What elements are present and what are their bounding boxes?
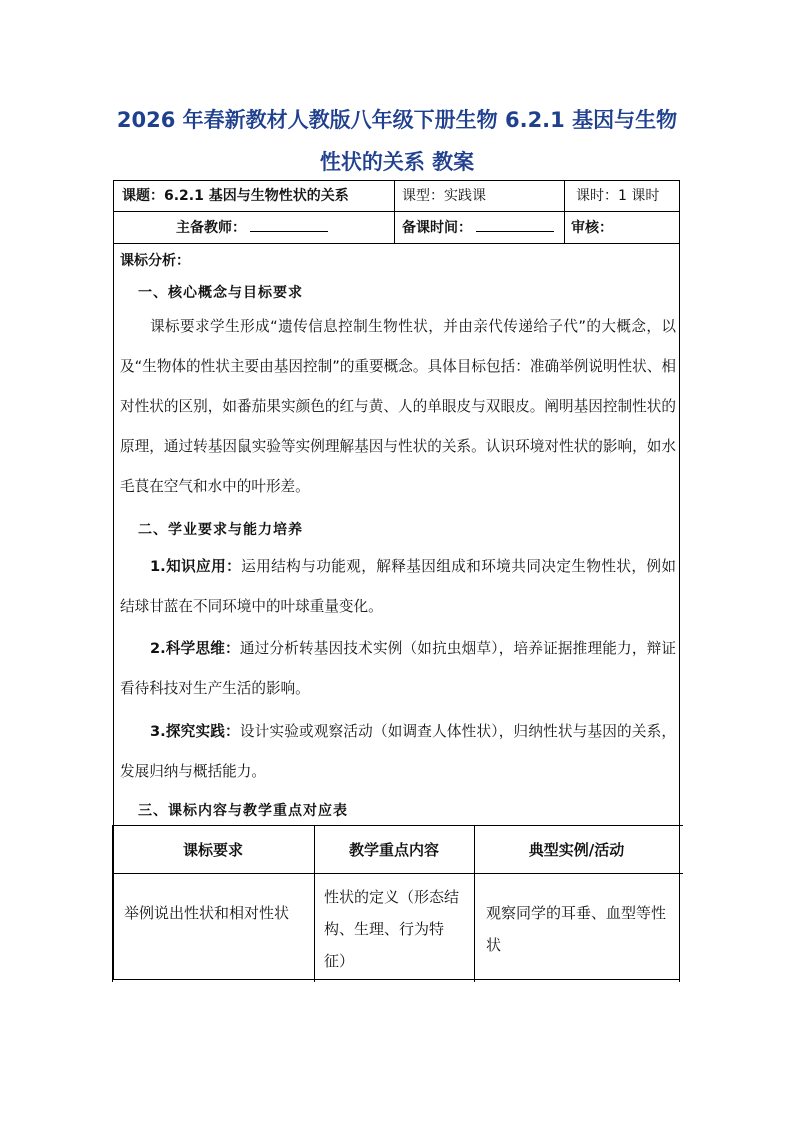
row-divider bbox=[114, 243, 679, 244]
item-1-text: 运用结构与功能观，解释基因组成和环境共同决定生物性状，例如结球甘蓝在不同环境中的叶球重量变化。 bbox=[120, 558, 676, 615]
document-title-line-1: 2026 年春新教材人教版八年级下册生物 6.2.1 基因与生物 bbox=[116, 108, 678, 132]
section-2-item-1 bbox=[120, 547, 676, 627]
prep-time-label: 备课时间： bbox=[402, 220, 472, 236]
section-1-paragraph: 课标要求学生形成“遗传信息控制生物性状，并由亲代传递给子代”的大概念，以及“生物体的性状主要由基因控制”的重要概念。具体目标包括：准确举例说明性状、相对性状的区别，如番茄果实颜色的红与黄、人的单眼皮与双眼皮。阐明基因控制性状的原理，通过转基因鼠实验等实例理解基因与性状的关系。认识环境对性状的影响，如水毛茛在空气和水中的叶形差。 bbox=[120, 318, 676, 495]
review-cell: 审核： bbox=[571, 220, 613, 236]
table-cell: 观察同学的耳垂、血型等性状 bbox=[486, 904, 667, 954]
table-cell: 举例说出性状和相对性状 bbox=[124, 904, 290, 922]
lesson-type-cell: 课型：实践课 bbox=[402, 188, 486, 204]
main-teacher-cell bbox=[176, 219, 328, 237]
item-3-lead: 3.探究实践： bbox=[150, 723, 240, 740]
inner-header-divider bbox=[112, 873, 683, 874]
section-1-heading: 一、核心概念与目标要求 bbox=[138, 285, 303, 301]
section-3-heading: 三、课标内容与教学重点对应表 bbox=[138, 803, 348, 819]
analysis-label: 课标分析： bbox=[120, 253, 190, 269]
item-1-lead: 1.知识应用： bbox=[150, 558, 242, 575]
item-2-text: 通过分析转基因技术实例（如抗虫烟草），培养证据推理能力，辩证看待科技对生产生活的影响。 bbox=[120, 640, 677, 697]
column-divider bbox=[394, 181, 395, 243]
prep-time-blank bbox=[476, 219, 554, 232]
column-header-examples: 典型实例/活动 bbox=[528, 841, 625, 859]
section-2-heading: 二、学业要求与能力培养 bbox=[138, 522, 303, 538]
prep-time-cell bbox=[402, 219, 554, 237]
item-3-text: 设计实验或观察活动（如调查人体性状），归纳性状与基因的关系，发展归纳与概括能力。 bbox=[120, 723, 677, 780]
table-cell: 性状的定义（形态结构、生理、行为特征） bbox=[324, 888, 460, 970]
lesson-plan-table bbox=[113, 180, 680, 980]
column-header-key-content: 教学重点内容 bbox=[348, 841, 439, 859]
column-header-requirement: 课标要求 bbox=[182, 841, 243, 859]
topic-cell: 课题：6.2.1 基因与生物性状的关系 bbox=[122, 188, 349, 204]
inner-right-border bbox=[679, 825, 680, 982]
inner-top-border bbox=[112, 825, 683, 826]
document-title-line-2: 性状的关系 教案 bbox=[319, 150, 475, 174]
section-2-item-2 bbox=[120, 629, 676, 709]
column-divider bbox=[564, 181, 565, 243]
item-2-lead: 2.科学思维： bbox=[150, 640, 240, 657]
lesson-hours-cell: 课时：1 课时 bbox=[576, 188, 660, 204]
correspondence-table bbox=[112, 825, 683, 982]
section-2-item-3 bbox=[120, 712, 676, 792]
main-teacher-label: 主备教师： bbox=[176, 220, 246, 236]
row-divider bbox=[114, 211, 679, 212]
main-teacher-blank bbox=[250, 219, 328, 232]
